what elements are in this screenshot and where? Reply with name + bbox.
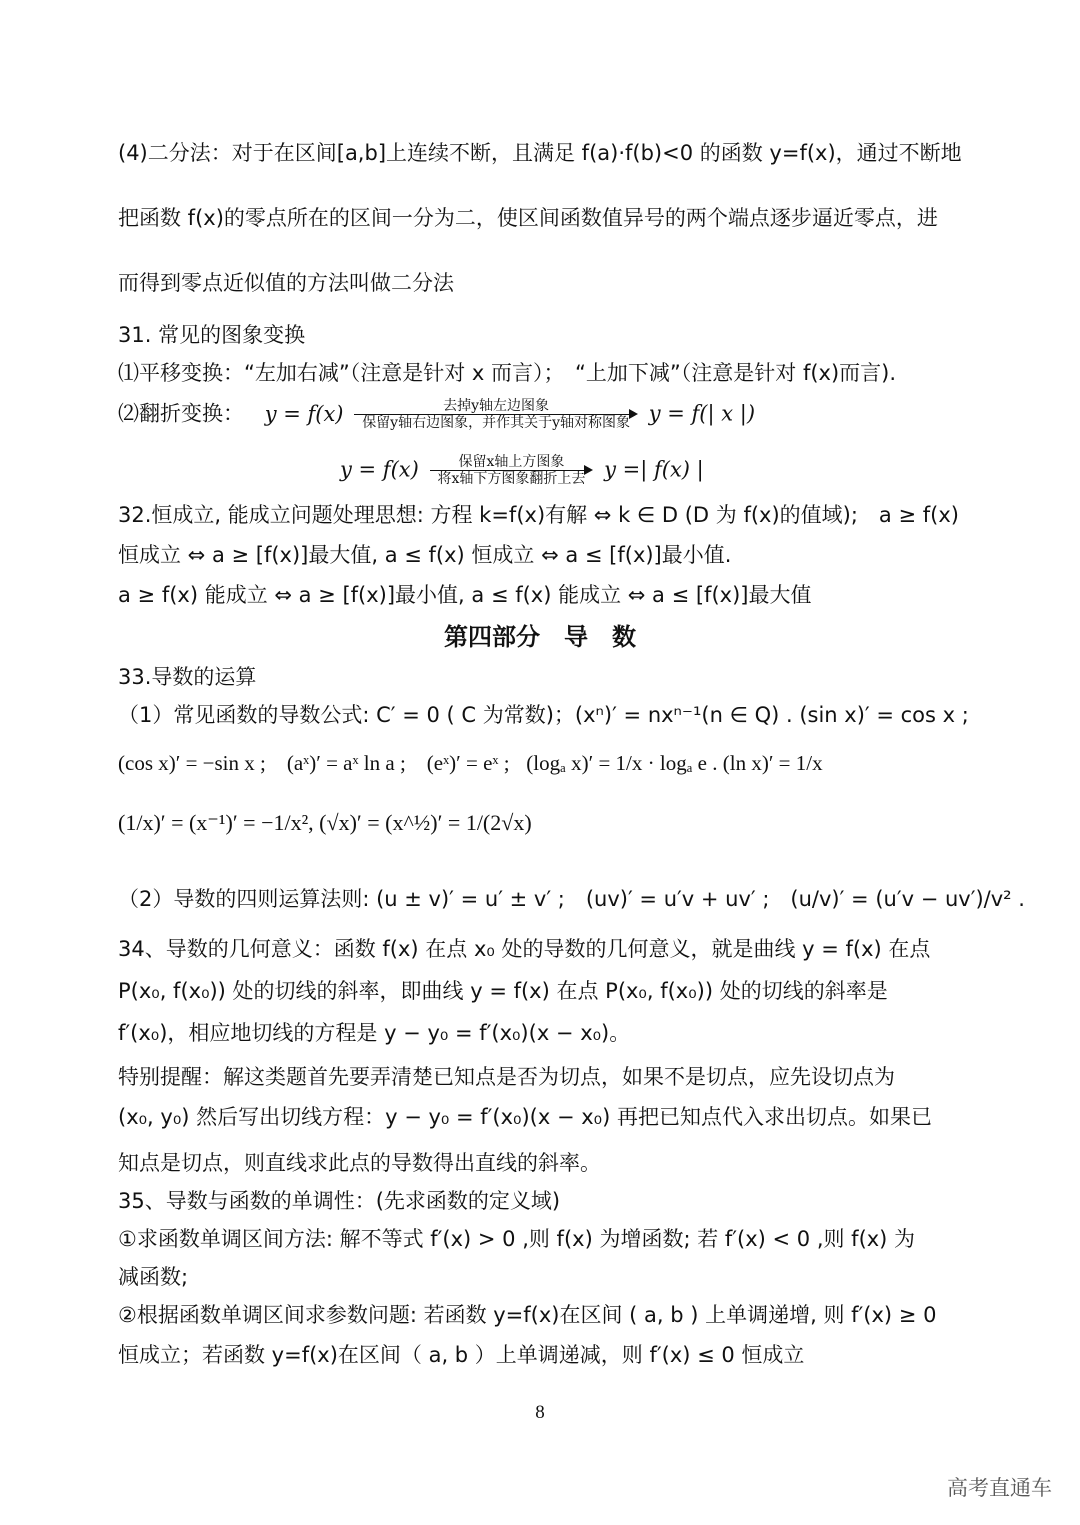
tip-line-1: 特别提醒：解这类题首先要弄清楚已知点是否为切点，如果不是切点，应先设切点为 <box>118 1065 895 1089</box>
bisection-line-2: 把函数 f(x)的零点所在的区间一分为二，使区间函数值异号的两个端点逐步逼近零点，进 <box>118 206 938 230</box>
fold-transform-row-2 <box>340 454 940 494</box>
part-four-heading: 第四部分 导 数 <box>444 623 636 651</box>
section-34-line-2: P(x₀, f(x₀)) 处的切线的斜率，即曲线 y = f(x) 在点 P(x₀, f(x₀)) 处的切线的斜率是 <box>118 979 888 1003</box>
fold1-left-formula: y = f(x) <box>264 401 344 426</box>
fold2-left-formula: y = f(x) <box>340 457 419 482</box>
fold1-arrow-top: 去掉y轴左边图象 <box>443 398 550 414</box>
section-31-title: 31. 常见的图象变换 <box>118 323 306 347</box>
bisection-line-3: 而得到零点近似值的方法叫做二分法 <box>118 271 454 295</box>
section-33-title: 33.导数的运算 <box>118 665 257 689</box>
bisection-line-1: (4)二分法：对于在区间[a,b]上连续不断，且满足 f(a)·f(b)<0 的函数 y=f(x)，通过不断地 <box>118 141 962 165</box>
section-32-line-1: 32.恒成立, 能成立问题处理思想: 方程 k=f(x)有解 ⇔ k ∈ D (D 为 f(x)的值域); a ≥ f(x) <box>118 503 959 527</box>
monotonic-item-1a: ①求函数单调区间方法: 解不等式 f′(x) > 0 ,则 f(x) 为增函数; 若 f′(x) < 0 ,则 f(x) 为 <box>118 1227 916 1251</box>
four-operation-rules: （2）导数的四则运算法则: (u ± v)′ = u′ ± v′ ; (uv)′ = u′v + uv′ ; (u/v)′ = (u′v − uv′)/v² . <box>118 887 1025 911</box>
arrow-icon <box>354 414 630 415</box>
arrow-icon <box>430 470 586 471</box>
tip-line-3: 知点是切点，则直线求此点的导数得出直线的斜率。 <box>118 1151 601 1175</box>
cos-exp-rules: (cos x)′ = −sin x ; (aˣ)′ = aˣ ln a ; (eˣ)′ = eˣ ; <box>118 751 510 775</box>
page-number: 8 <box>535 1402 545 1423</box>
log-ln-rules: (logₐ x)′ = 1/x · logₐ e . (ln x)′ = 1/x <box>526 751 823 775</box>
derivative-formulas-line-1: （1）常见函数的导数公式: C′ = 0 ( C 为常数)；(xⁿ)′ = nxⁿ⁻¹(n ∈ Q) . (sin x)′ = cos x ; <box>118 703 969 727</box>
fold2-right-formula: y =| f(x) | <box>604 457 704 482</box>
tip-line-2: (x₀, y₀) 然后写出切线方程：y − y₀ = f′(x₀)(x − x₀) 再把已知点代入求出切点。如果已 <box>118 1105 932 1129</box>
section-34-line-1: 34、导数的几何意义：函数 f(x) 在点 x₀ 处的导数的几何意义，就是曲线 y = f(x) 在点 <box>118 937 931 961</box>
fold-transform-row-1 <box>118 398 968 444</box>
fold2-arrow <box>430 454 594 487</box>
translate-transform: ⑴平移变换：“左加右减”（注意是针对 x 而言）； “上加下减”（注意是针对 f(x)而言). <box>118 361 897 385</box>
reciprocal-sqrt-formula: (1/x)′ = (x⁻¹)′ = −1/x², (√x)′ = (x^½)′ = 1/(2√x) <box>118 810 532 835</box>
derivative-formulas-line-2 <box>118 748 968 778</box>
section-35-title: 35、导数与函数的单调性：(先求函数的定义域) <box>118 1189 561 1213</box>
fold2-arrow-bottom: 将x轴下方图象翻折上去 <box>437 471 586 487</box>
fold1-arrow-bottom: 保留y轴右边图象，并作其关于y轴对称图象 <box>362 415 631 431</box>
watermark: 高考直通车 <box>947 1476 1052 1500</box>
reciprocal-sqrt-rules <box>118 808 968 839</box>
fold1-arrow <box>354 398 638 431</box>
fold2-arrow-top: 保留x轴上方图象 <box>458 454 565 470</box>
monotonic-item-1b: 减函数; <box>118 1265 189 1289</box>
fold-label: ⑵翻折变换： <box>118 401 244 426</box>
monotonic-item-2b: 恒成立；若函数 y=f(x)在区间（ a, b ）上单调递减，则 f′(x) ≤ 0 恒成立 <box>118 1343 805 1367</box>
monotonic-item-2a: ②根据函数单调区间求参数问题: 若函数 y=f(x)在区间 ( a, b ) 上单调递增, 则 f′(x) ≥ 0 <box>118 1303 937 1327</box>
section-34-line-3: f′(x₀)，相应地切线的方程是 y − y₀ = f′(x₀)(x − x₀)。 <box>118 1021 631 1045</box>
section-32-line-3: a ≥ f(x) 能成立 ⇔ a ≥ [f(x)]最小值, a ≤ f(x) 能成立 ⇔ a ≤ [f(x)]最大值 <box>118 583 812 607</box>
fold1-right-formula: y = f(| x |) <box>648 401 756 426</box>
section-32-line-2: 恒成立 ⇔ a ≥ [f(x)]最大值, a ≤ f(x) 恒成立 ⇔ a ≤ [f(x)]最小值. <box>118 543 732 567</box>
